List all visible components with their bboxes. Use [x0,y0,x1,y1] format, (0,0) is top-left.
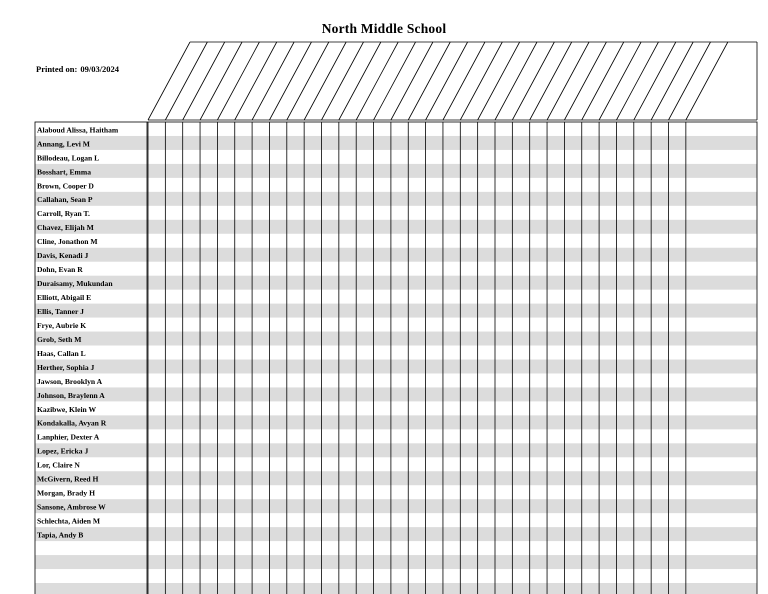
row-stripe [35,276,757,290]
header-slant-line [460,42,502,120]
header-slant-line [269,42,311,120]
printed-on-date: 09/03/2024 [80,64,120,74]
page-title: North Middle School [321,21,447,36]
row-stripe [35,304,757,318]
header-slant-line [512,42,554,120]
header-slant-line [616,42,658,120]
row-stripe [35,248,757,262]
student-name: Brown, Cooper D [37,181,94,191]
student-name: Haas, Callan L [37,348,86,358]
row-stripe [35,136,757,150]
student-name: Frye, Aubrie K [37,320,87,330]
row-stripe [35,332,757,346]
student-name: Duraisamy, Mukundan [37,279,113,289]
student-name: Tapia, Andy B [37,530,84,540]
student-name: Callahan, Sean P [37,195,93,205]
student-name: Sansone, Ambrose W [37,502,106,512]
header-slant-line [252,42,294,120]
header-slant-line [599,42,641,120]
row-stripe [35,192,757,206]
header-slant-line [148,42,190,120]
student-name: Cline, Jonathon M [37,237,98,247]
assignment-header [148,42,757,120]
header-slant-line [339,42,381,120]
header-slant-line [408,42,450,120]
header-slant-line [478,42,520,120]
row-stripe [35,583,757,594]
student-name: Kazibwe, Klein W [37,404,97,414]
header-slant-line [322,42,364,120]
header-slant-line [426,42,468,120]
header-slant-line [530,42,572,120]
header-slant-line [391,42,433,120]
header-slant-line [686,42,728,120]
student-name: Bosshart, Emma [37,167,92,177]
header-slant-line [443,42,485,120]
row-stripe [35,387,757,401]
student-name: Grob, Seth M [37,334,82,344]
student-name: Chavez, Elijah M [37,223,94,233]
row-stripe [35,443,757,457]
header-slant-line [547,42,589,120]
row-stripe [35,499,757,513]
printed-on-label: Printed on: [36,64,78,74]
student-name: Lopez, Ericka J [37,446,89,456]
student-name: Herther, Sophia J [37,362,95,372]
student-name: McGivern, Reed H [37,474,99,484]
student-name: Schlechta, Aiden M [37,516,101,526]
student-name: Lanphier, Dexter A [37,432,100,442]
student-name: Johnson, Braylenn A [37,390,105,400]
header-slant-line [669,42,711,120]
row-stripe [35,527,757,541]
header-slant-line [183,42,225,120]
header-slant-line [217,42,259,120]
header-slant-line [495,42,537,120]
row-stripe [35,415,757,429]
student-name: Morgan, Brady H [37,488,96,498]
student-name: Jawson, Brooklyn A [37,376,103,386]
row-stripes [35,136,757,594]
student-name: Ellis, Tanner J [37,306,84,316]
row-stripe [35,359,757,373]
header-slant-line [304,42,346,120]
header-slant-line [235,42,277,120]
row-stripe [35,164,757,178]
student-name: Billodeau, Logan L [37,153,100,163]
student-name: Davis, Kenadi J [37,251,89,261]
student-name: Kondakalla, Avyan R [37,418,107,428]
row-stripe [35,471,757,485]
header-slant-line [287,42,329,120]
student-name: Dohn, Evan R [37,265,83,275]
header-slant-line [356,42,398,120]
row-stripe [35,555,757,569]
header-slant-line [200,42,242,120]
header-slant-line [564,42,606,120]
student-name: Lor, Claire N [37,460,80,470]
header-slant-line [374,42,416,120]
student-name: Alaboud Alissa, Haitham [37,125,119,135]
student-name: Annang, Levi M [37,139,90,149]
header-slant-line [165,42,207,120]
header-slant-line [651,42,693,120]
row-stripe [35,220,757,234]
header-slant-line [634,42,676,120]
student-name: Elliott, Abigail E [37,293,92,303]
header-slant-line [582,42,624,120]
student-name: Carroll, Ryan T. [37,209,90,219]
